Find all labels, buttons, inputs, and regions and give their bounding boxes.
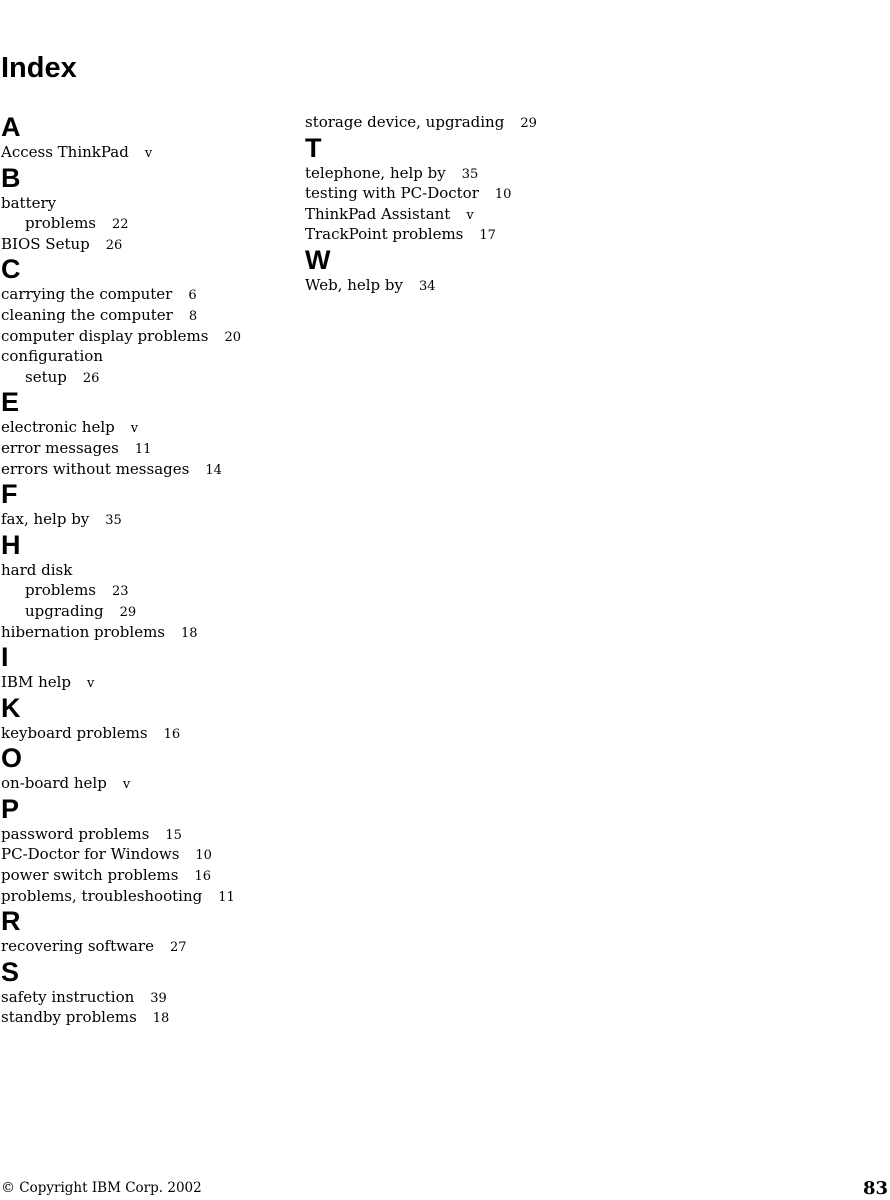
index-entry [1, 886, 291, 907]
index-page-ref: 26 [105, 237, 123, 253]
index-entry-text: configuration [1, 347, 103, 366]
index-page-ref: 16 [194, 869, 212, 885]
index-page-ref: 10 [195, 848, 212, 864]
index-entry [1, 560, 291, 581]
index-subentry [1, 367, 291, 388]
index-letter-heading: W [305, 244, 331, 275]
index-page-ref: 29 [119, 604, 137, 620]
index-group [1, 957, 291, 1028]
index-letter-heading: K [1, 692, 21, 723]
index-group [1, 112, 291, 163]
index-subentry [1, 580, 291, 601]
index-letter-heading: C [1, 254, 21, 285]
index-entry-text: errors without messages [1, 459, 190, 478]
index-entry [1, 987, 291, 1008]
index-entry-text: hard disk [1, 560, 73, 579]
index-page-ref: 27 [169, 940, 187, 956]
index-entry [305, 224, 595, 245]
index-entry [1, 326, 291, 347]
index-entry-text: Access ThinkPad [1, 143, 129, 161]
index-entry [1, 234, 291, 255]
index-entry [1, 459, 291, 480]
index-page-ref: 20 [224, 329, 241, 345]
index-entry-text: on-board help [1, 774, 107, 793]
index-page-ref: 18 [181, 625, 198, 641]
index-entry-text: BIOS Setup [1, 234, 90, 253]
index-page-ref: v [130, 421, 139, 437]
index-letter-heading: S [1, 956, 20, 987]
index-page-ref: 11 [134, 441, 152, 457]
index-entry-text: carrying the computer [1, 285, 173, 304]
index-entry [305, 163, 595, 184]
index-group [1, 906, 291, 957]
index-entry-text: electronic help [1, 418, 115, 437]
index-group [1, 387, 291, 479]
index-entry [1, 284, 291, 305]
index-page-ref: 6 [188, 288, 197, 304]
index-page-ref: 16 [163, 726, 181, 742]
index-entry-text: computer display problems [1, 326, 209, 345]
index-entry-text: safety instruction [1, 987, 135, 1006]
index-entry [305, 275, 595, 296]
index-entry [1, 672, 291, 693]
index-entry [1, 346, 291, 367]
index-letter-heading: B [1, 162, 21, 193]
index-page-ref: 18 [152, 1011, 170, 1027]
index-group [1, 163, 291, 255]
index-entry-text: testing with PC-Doctor [305, 184, 479, 203]
page-title: Index [1, 52, 77, 84]
index-page-ref: 35 [461, 166, 479, 182]
index-entry-text: battery [1, 193, 57, 212]
index-entry-text: error messages [1, 438, 119, 457]
index-entry-text: PC-Doctor for Windows [1, 845, 180, 864]
index-entry [1, 417, 291, 438]
index-entry-text: upgrading [25, 601, 104, 620]
index-entry [305, 204, 595, 225]
index-group [1, 642, 291, 693]
index-group [1, 794, 291, 906]
index-entry [1, 773, 291, 794]
index-group [305, 133, 595, 245]
index-entry [1, 305, 291, 326]
index-entry [305, 112, 595, 133]
index-entry-text: setup [25, 367, 67, 386]
index-entry [1, 844, 291, 865]
index-entry-text: password problems [1, 824, 150, 843]
index-entry-text: storage device, upgrading [305, 113, 505, 131]
index-page-ref: v [122, 777, 131, 793]
index-subentry [1, 601, 291, 622]
index-letter-heading: F [1, 479, 18, 510]
index-entry-text: telephone, help by [305, 163, 446, 182]
index-entry [1, 824, 291, 845]
copyright-notice [1, 1180, 202, 1196]
index-entry [305, 183, 595, 204]
index-page-ref: 34 [419, 278, 436, 294]
index-entry-text: fax, help by [1, 510, 90, 529]
page-footer [1, 1178, 888, 1198]
index-page-ref: 23 [112, 584, 129, 600]
index-letter-heading: E [1, 387, 20, 418]
index-entry-text: IBM help [1, 673, 72, 692]
index-entry-text: Web, help by [305, 275, 403, 294]
index-group [1, 254, 291, 387]
index-group [305, 245, 595, 296]
index-entry-text: power switch problems [1, 866, 179, 885]
index-page-ref: 8 [188, 308, 198, 324]
index-entry [1, 193, 291, 214]
page-number: 83 [862, 1178, 888, 1199]
index-group [1, 479, 291, 530]
index-page-ref: 39 [150, 990, 167, 1006]
index-letter-heading: I [1, 642, 9, 673]
index-group [1, 743, 291, 794]
index-page-ref: v [466, 207, 474, 223]
index-entry-text: TrackPoint problems [305, 225, 464, 244]
index-page-ref: 17 [479, 228, 496, 244]
index-entry-text: problems [25, 214, 97, 233]
index-page-ref: 29 [520, 116, 537, 131]
index-entry [1, 723, 291, 744]
index-entry [1, 865, 291, 886]
index-letter-heading: A [1, 112, 21, 142]
index-entry-text: problems, troubleshooting [1, 886, 203, 905]
index-letter-heading: R [1, 906, 21, 937]
index-subentry [1, 213, 291, 234]
index-letter-heading: T [305, 132, 322, 163]
index-entry-text: recovering software [1, 937, 154, 956]
index-page-ref: 11 [218, 889, 235, 905]
index-entry-text: keyboard problems [1, 723, 148, 742]
index-entry [1, 509, 291, 530]
index-entry [1, 622, 291, 643]
copyright-symbol: © [1, 1180, 15, 1196]
copyright-text: Copyright IBM Corp. 2002 [19, 1180, 202, 1196]
index-entry-text: cleaning the computer [1, 305, 173, 324]
index-page-ref: 14 [205, 462, 222, 478]
index-entry-text: standby problems [1, 1008, 137, 1027]
index-column-right [305, 112, 595, 296]
index-column-left [1, 112, 291, 1028]
index-page-ref: 10 [494, 187, 512, 203]
index-entry-text: hibernation problems [1, 622, 165, 641]
index-page-ref: 26 [82, 370, 100, 386]
index-entry [1, 438, 291, 459]
index-entry-text: problems [25, 581, 97, 600]
index-page-ref: 15 [165, 827, 182, 843]
index-page-ref: v [87, 676, 95, 692]
index-entry [1, 142, 291, 163]
index-group [305, 112, 595, 133]
index-entry [1, 1007, 291, 1028]
index-page-ref: v [144, 146, 153, 161]
index-letter-heading: O [1, 743, 23, 774]
index-group [1, 693, 291, 744]
index-letter-heading: P [1, 793, 20, 824]
index-page-ref: 35 [105, 513, 122, 529]
index-letter-heading: H [1, 529, 21, 560]
index-entry [1, 936, 291, 957]
index-page-ref: 22 [112, 217, 129, 233]
index-group [1, 530, 291, 642]
index-entry-text: ThinkPad Assistant [305, 204, 451, 223]
